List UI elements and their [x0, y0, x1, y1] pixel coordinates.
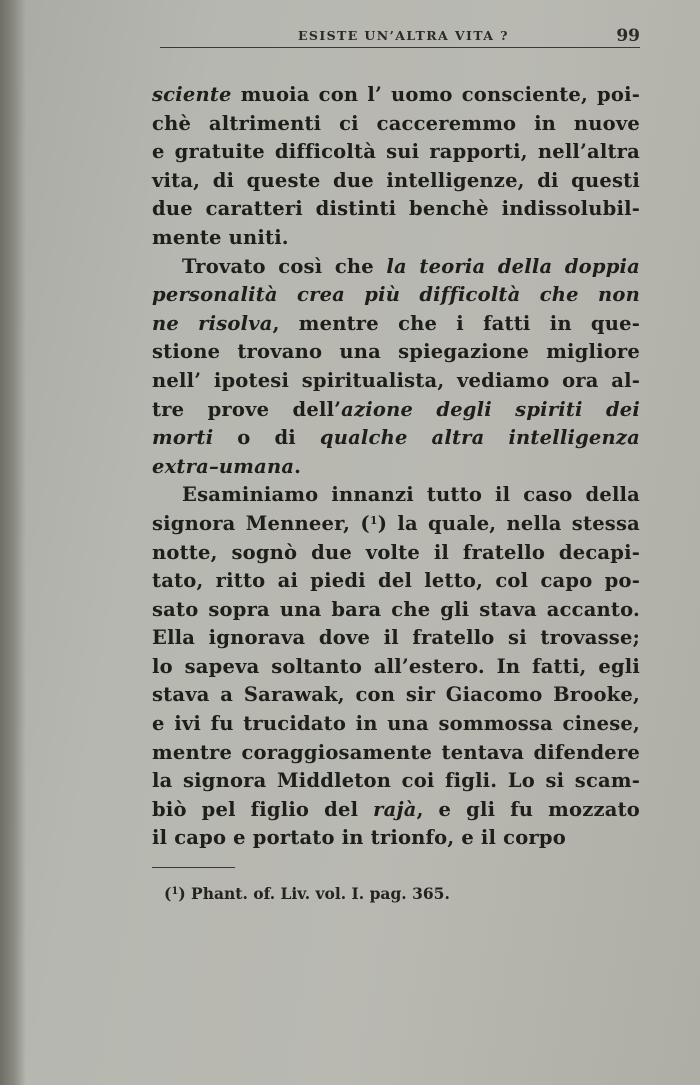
text-line [152, 653, 640, 682]
text-line [152, 424, 640, 453]
text-line [152, 739, 640, 768]
italic-span: morti [152, 426, 214, 450]
text-line [152, 453, 640, 482]
text-span: notte, sognò due volte il fratello decapi- [152, 540, 640, 564]
text-span: e ivi fu trucidato in una sommossa cinese, [152, 712, 640, 736]
text-line [152, 110, 640, 139]
text-span: biò pel figlio del [152, 797, 374, 821]
italic-span: extra–umana [152, 454, 295, 478]
text-line [152, 253, 640, 282]
text-span: tre prove dell’ [152, 397, 342, 421]
page-number: 99 [616, 26, 640, 46]
footnote: ($^1$) Phant. of. Liv. vol. I. pag. 365. [164, 884, 450, 903]
spine-shadow [0, 0, 26, 1085]
italic-span: la teoria della doppia [386, 254, 640, 278]
italic-span: ne risolva [152, 311, 273, 335]
text-line [152, 81, 640, 110]
text-span: tato, ritto ai piedi del letto, col capo po- [152, 569, 640, 593]
text-span: e gratuite difficoltà sui rapporti, nell’altra [152, 140, 640, 164]
text-span: signora Menneer, ( [152, 511, 370, 535]
text-span: . [294, 454, 302, 478]
text-line [152, 796, 640, 825]
body-text [152, 81, 640, 853]
text-span: due caratteri distinti benchè indissolubil- [152, 197, 640, 221]
text-span: nell’ ipotesi spiritualista, vediamo ora al- [152, 368, 640, 392]
text-span: , e gli fu mozzato [416, 797, 640, 821]
running-head [160, 22, 640, 48]
running-title: ESISTE UN’ALTRA VITA ? [298, 28, 509, 43]
text-line [152, 481, 640, 510]
text-line [152, 596, 640, 625]
italic-span: qualche altra intelligenza [319, 426, 640, 450]
text-span: stione trovano una spiegazione migliore [152, 340, 640, 364]
footnote-rule [152, 867, 235, 868]
text-span: mente uniti. [152, 225, 289, 249]
text-span: Trovato così che [182, 254, 387, 278]
header-rule [160, 47, 640, 48]
text-line [152, 767, 640, 796]
text-line [152, 710, 640, 739]
text-span: vita, di queste due intelligenze, di questi [152, 168, 640, 192]
text-line [152, 539, 640, 568]
text-line [152, 824, 640, 853]
text-line [152, 567, 640, 596]
text-span: mentre coraggiosamente tentava difendere [152, 740, 640, 764]
text-line [152, 338, 640, 367]
text-line [152, 681, 640, 710]
footnote-reference: 1 [369, 513, 378, 527]
text-line [152, 195, 640, 224]
italic-span: rajà [373, 797, 417, 821]
text-span: stava a Sarawak, con sir Giacomo Brooke, [152, 683, 640, 707]
text-line [152, 624, 640, 653]
text-line [152, 367, 640, 396]
text-line [152, 281, 640, 310]
text-line [152, 310, 640, 339]
text-span: , mentre che i fatti in que- [272, 311, 640, 335]
text-span: ) la quale, nella stessa [377, 511, 640, 535]
text-span: il capo e portato in trionfo, e il corpo [152, 826, 566, 850]
text-line [152, 224, 640, 253]
text-line [152, 510, 640, 539]
footnote-marker: 1 [171, 886, 179, 897]
italic-span: azione degli spiriti dei [341, 397, 641, 421]
text-span: o di [213, 426, 320, 450]
text-span: lo sapeva soltanto all’estero. In fatti, egli [152, 654, 640, 678]
text-line [152, 138, 640, 167]
text-span: Esaminiamo innanzi tutto il caso della [182, 483, 640, 507]
italic-span: sciente [152, 83, 232, 106]
text-span: sato sopra una bara che gli stava accanto. [152, 597, 640, 621]
italic-span: personalità crea più difficoltà che non [152, 283, 640, 307]
footnote-text: Phant. of. Liv. vol. I. pag. 365. [185, 884, 450, 903]
text-line [152, 167, 640, 196]
text-span: chè altrimenti ci cacceremmo in nuove [152, 111, 640, 135]
text-span: muoia con l’ uomo consciente, poi- [231, 83, 640, 106]
text-span: la signora Middleton coi figli. Lo si scam- [152, 769, 640, 793]
text-span: Ella ignorava dove il fratello si trovasse; [152, 626, 640, 650]
text-line [152, 396, 640, 425]
